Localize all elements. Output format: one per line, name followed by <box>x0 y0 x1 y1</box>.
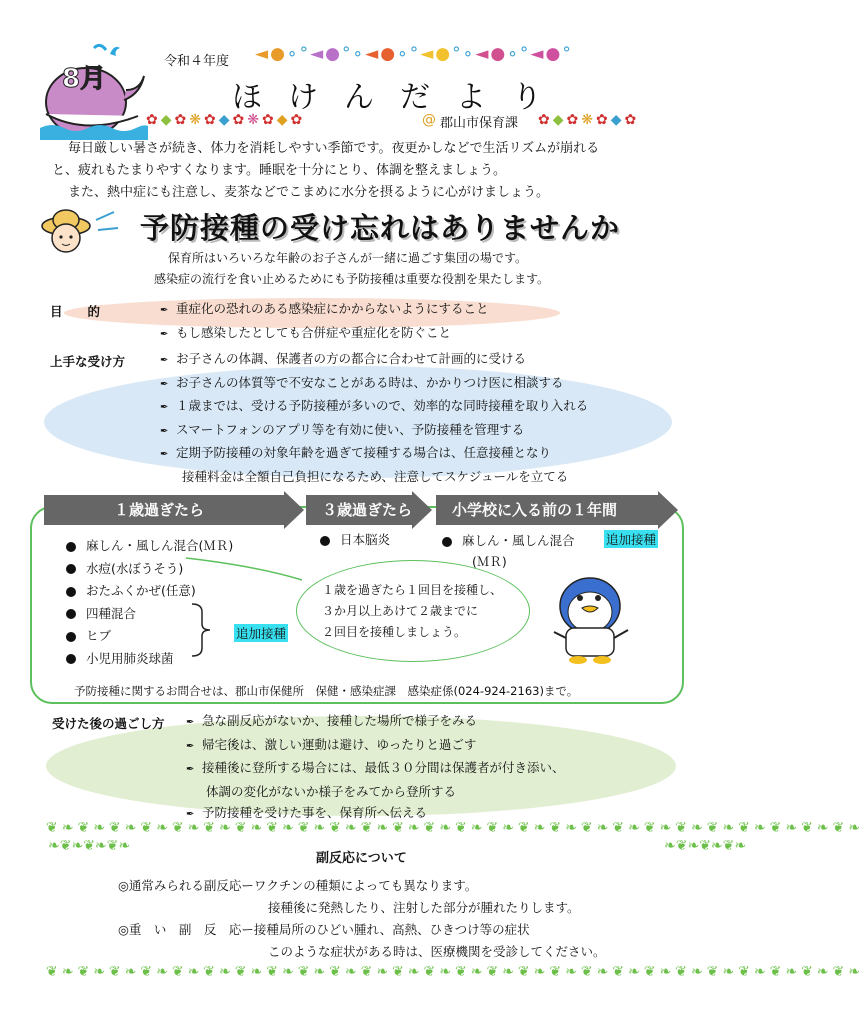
pen-icon: ✒ <box>160 328 169 340</box>
organization: 郡山市保育課 <box>440 116 519 131</box>
pen-icon: ✒ <box>160 425 169 437</box>
main-heading: 予防接種の受け忘れはありませんか <box>140 211 621 245</box>
fiscal-year: 令和４年度 <box>164 54 230 69</box>
bubble-text: １歳を過ぎたら１回目を接種し、 ３か月以上あけて２歳までに ２回目を接種しましょう。 <box>322 583 503 639</box>
list-item: おたふくかぜ(任意) <box>66 580 233 603</box>
age3-label: ３歳過ぎたら <box>322 501 413 519</box>
pen-icon: ✒ <box>186 717 195 728</box>
booster-tag-age1: 追加接種 <box>236 626 287 641</box>
preschool-item: 麻しん・風しん混合 (ＭＲ) <box>442 530 575 572</box>
intro-line-2: と、疲れもたまりやすくなります。睡眠を十分にとり、体調を整えましょう。 <box>52 163 506 178</box>
list-item: ヒブ <box>66 625 233 648</box>
list-item: ✒ 急な副反応がないか、接種した場所で様子をみる <box>186 710 565 734</box>
shell-decoration-left: ✿◆✿❋✿◆✿❋✿◆✿ <box>146 112 306 128</box>
list-item: ✒ １歳までは、受ける予防接種が多いので、効率的な同時接種を取り入れる <box>160 395 588 419</box>
bullet-icon <box>66 564 76 574</box>
boy-illustration <box>40 206 120 256</box>
good-way-label: 上手な受け方 <box>50 354 126 369</box>
side-effects-title: 副反応について <box>316 851 407 866</box>
pen-icon: ✒ <box>186 740 195 752</box>
bullet-icon <box>442 537 452 547</box>
age3-arrow-head <box>412 491 432 529</box>
vine-border-top: ❦❧❦❧❦❧❦❧❦❧❦❧❦❧❦❧❦❧❦❧❦❧❦❧❦❧❦❧❦❧❦❧❦❧❦❧❦❧❦❧❦❧❦❧❦❧❦❧❦❧❦❧ <box>46 820 864 836</box>
list-item: 小児用肺炎球菌 <box>66 648 233 671</box>
pen-icon: ✒ <box>160 449 169 460</box>
pen-icon: ✒ <box>186 764 195 775</box>
list-item: ✒ スマートフォンのアプリ等を有効に使い、予防接種を管理する <box>160 419 588 443</box>
after-label: 受けた後の過ごし方 <box>52 716 165 731</box>
list-item: ✒ もし感染したとしても合併症や重症化を防ぐこと <box>160 322 489 346</box>
bullet-icon <box>66 587 76 597</box>
pen-icon: ✒ <box>160 355 169 366</box>
age3-arrow <box>306 495 412 525</box>
list-item: 麻しん・風しん混合(ＭＲ) <box>66 535 233 558</box>
pen-icon: ✒ <box>186 809 195 820</box>
list-item-continuation: 体調の変化がないか様子をみてから登所する <box>206 783 457 799</box>
list-item: ✒ お子さんの体調、保護者の方の都合に合わせて計画的に受ける <box>160 348 588 372</box>
age1-label: １歳過ぎたら <box>114 501 205 519</box>
bullet-icon <box>66 609 76 619</box>
list-item: ✒ 帰宅後は、激しい運動は避け、ゆったりと過ごす <box>186 734 565 758</box>
good-way-list <box>160 348 588 487</box>
penguin-doctor-illustration <box>550 568 634 664</box>
purpose-label: 目 的 <box>50 304 101 319</box>
list-item: ✒ 定期予防接種の対象年齢を過ぎて接種する場合は、任意接種となり <box>160 442 588 466</box>
booster-tag-preschool: 追加接種 <box>606 532 657 547</box>
age3-item: 日本脳炎 <box>320 530 390 548</box>
side-effects-line-1: ◎通常みられる副反応ーワクチンの種類によっても異なります。 <box>118 878 478 893</box>
list-item-continuation: 接種料金は全額自己負担になるため、注意してスケジュールを立てる <box>182 468 569 484</box>
sub-intro-2: 感染症の流行を食い止めるためにも予防接種は重要な役割を果たします。 <box>154 272 550 286</box>
newsletter-title: ほけんだより <box>232 80 568 115</box>
vine-border-left: ❧❦❧❦❧❦❧ <box>48 838 131 854</box>
pen-icon: ✒ <box>160 378 169 390</box>
vine-border-right: ❧❦❧❦❧❦❧ <box>664 838 747 854</box>
vine-border-bottom: ❦❧❦❧❦❧❦❧❦❧❦❧❦❧❦❧❦❧❦❧❦❧❦❧❦❧❦❧❦❧❦❧❦❧❦❧❦❧❦❧❦❧❦❧❦❧❦❧❦❧❦❧ <box>46 964 864 980</box>
contact-info: 予防接種に関するお問合せは、郡山市保健所 保健・感染症課 感染症係(024-924-2163)まで。 <box>74 684 579 698</box>
brace <box>192 602 214 658</box>
after-list <box>186 710 565 826</box>
list-item: 四種混合 <box>66 603 233 626</box>
preschool-label: 小学校に入る前の１年間 <box>452 501 618 519</box>
side-effects-line-3: ◎重 い 副 反 応ー接種局所のひどい腫れ、高熱、ひきつけ等の症状 <box>118 922 530 937</box>
age1-arrow-head <box>284 491 304 529</box>
bullet-icon <box>66 654 76 664</box>
list-item: 水痘(水ぼうそう) <box>66 558 233 581</box>
intro-line-3: また、熱中症にも注意し、麦茶などでこまめに水分を摂るように心がけましょう。 <box>68 185 550 200</box>
fish-decoration: ◄●∘°◄●°∘◄●∘°◄●°∘◄●∘°◄●° <box>255 44 573 64</box>
list-item: ✒ 接種後に登所する場合には、最低３０分間は保護者が付き添い、 <box>186 757 565 781</box>
side-effects-line-4: このような症状がある時は、医療機関を受診してください。 <box>268 944 606 959</box>
bullet-icon <box>66 632 76 642</box>
shell-decoration-right: ✿◆✿❋✿◆✿ <box>538 112 640 128</box>
sub-intro-1: 保育所はいろいろな年齢のお子さんが一緒に過ごす集団の場です。 <box>168 251 528 265</box>
month-label: 8月 <box>62 64 107 94</box>
list-item: ✒ お子さんの体質等で不安なことがある時は、かかりつけ医に相談する <box>160 372 588 396</box>
purpose-list <box>160 298 489 345</box>
age1-arrow <box>44 495 284 525</box>
preschool-arrow-head <box>658 491 678 529</box>
bubble-tail <box>186 556 306 586</box>
list-item: ✒ 予防接種を受けた事を、保育所へ伝える <box>186 802 565 826</box>
list-item: ✒ 重症化の恐れのある感染症にかからないようにすること <box>160 298 489 322</box>
pen-icon: ✒ <box>160 305 169 316</box>
preschool-arrow <box>436 495 658 525</box>
snail-icon: @ <box>422 112 436 128</box>
intro-line-1: 毎日厳しい暑さが続き、体力を消耗しやすい季節です。夜更かしなどで生活リズムが崩れる <box>68 141 600 156</box>
pen-icon: ✒ <box>160 402 169 413</box>
side-effects-line-2: 接種後に発熱したり、注射した部分が腫れたりします。 <box>268 900 580 915</box>
bullet-icon <box>66 542 76 552</box>
bullet-icon <box>320 536 330 546</box>
